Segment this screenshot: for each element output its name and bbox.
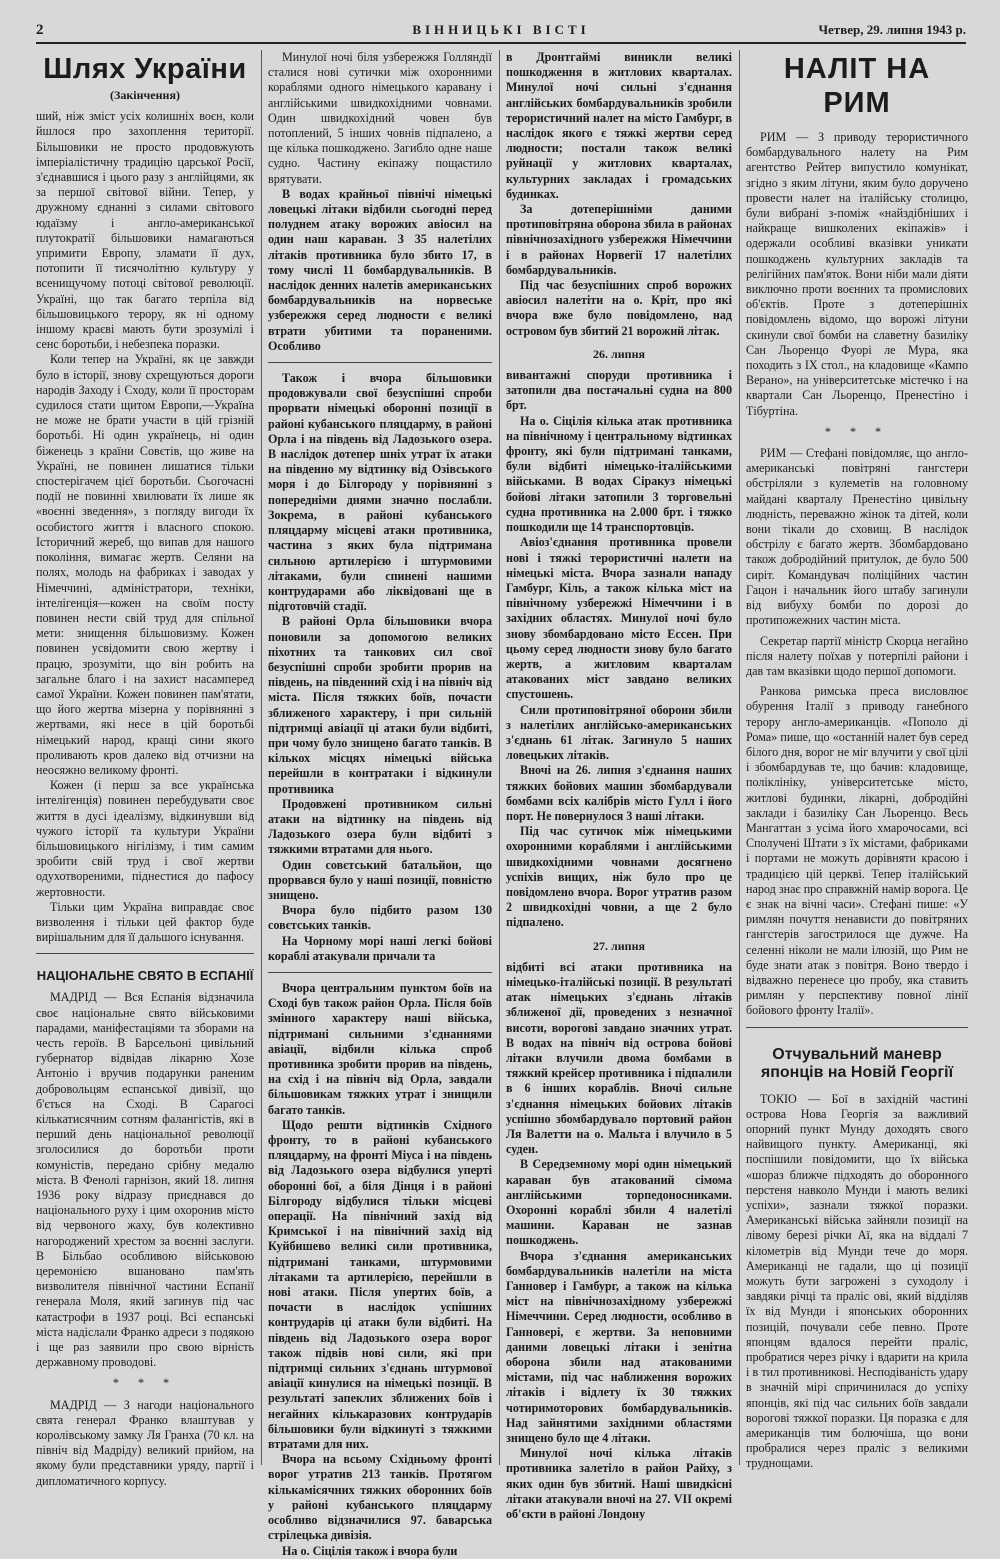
article-paragraph: Минулої ночі біля узбережжя Голляндії сталися нові сутички між охоронними кораблями одного німецького каравану і англійськими швидкохідними човнами. Один швидкохідний човен був потоплений, 5 інших човнів підпалено, а ще кілька пошкоджено. Загибло одне наше судно. Частину екіпажу пощастило врятувати. bbox=[268, 50, 492, 186]
column-4 bbox=[746, 50, 968, 1475]
article-paragraph: Вчора з'єднання американських бомбардувальників налетіли на міста Ганновер і Гамбург, а також на кілька міст на північнозахідному узбережжі Німеччини. Серед людности, особливо в Ганновері, є жертви. За неповними даними ловецькі літаки і зенітна оборона збили над атакованими містами, під час наближення ворожих літаків і відлету їх 30 тяжких чотиримоторових бомбардувальників. Над зайнятими західними областями знищено було ще 4 літаки. bbox=[506, 1248, 732, 1446]
article-paragraph: За дотеперішніми даними протиповітряна оборона збила в районах північнозахідного узбережжя Німеччини і в районах Норвегії 17 налетілих бомбардувальників. bbox=[506, 202, 732, 277]
article-paragraph: Авіоз'єднання противника провели нові і тяжкі терористичні налети на німецькі міста. Вчора зазнали нападу Гамбург, Кіль, а також кілька міст на північному узбережжі Німеччини і в західних областях. Минулої ночі було знову збомбардовано місто Ессен. При цьому серед людности знову було багато жертв, а житловим кварталам атакованих міст завдано великих спустошень. bbox=[506, 535, 732, 702]
article-paragraph: Вчора на всьому Східньому фронті ворог утратив 213 танків. Протягом кількамісячних тяжких оборонних боїв у районі кубанського пляцдарму особливо відзначилися 97. баварська стрілецька дивізія. bbox=[268, 1452, 492, 1543]
section-divider bbox=[746, 1027, 968, 1028]
section-divider bbox=[36, 953, 254, 954]
article-paragraph: Продовжені противником сильні атаки на відтинку на південь від Ладозького озера були відбиті з тяжкими втратами для нього. bbox=[268, 796, 492, 857]
article-paragraph: Коли тепер на Україні, як це завжди було в історії, знову схрещуються дороги народів Заходу і Сходу, коли її просторам судилося стати щитом Европи,—Україна не може не брати участи в цій грізній боротьбі. Ні один українець, ні один біженець з країни Совєтів, що живе на Україні, не повинен лишатися тільки спостерігачем цієї боротьби. Сьогочасні події не повинні хвилювати їх лише як «воєнні зведення», з погляду вигоди їх особистого життя і власного спокою. Історичний жереб, що випав для нашого покоління, вимагає жертв. Селяни на полях, молодь на фабриках і заводах у Німеччині, адміністратори, техніки, інтелігенція—кожен на своїм посту повинен нести свій труд для спільної мети: знищення більшовизму. Кожен повинен усвідомити свою жертву і працю, зрозуміти, що він робить на загальне благо і на захист насамперед самої України. Кожен повинен пам'ятати, що його жертва мізерна у порівнянні з жертвами, які несе в цій боротьбі німецький народ, кращі сини якого проливають кров далеко від отчизни на неосяжно великому фронті. bbox=[36, 352, 254, 777]
article-paragraph: Під час безуспішних спроб ворожих авіосил налетіти на о. Кріт, про які вчора вже було повідомлено, над островом був збитий 21 ворожий літак. bbox=[506, 278, 732, 338]
column-divider bbox=[261, 50, 262, 1465]
column-2 bbox=[268, 50, 492, 1558]
column-divider bbox=[499, 50, 500, 1465]
separator-stars: * * * bbox=[824, 424, 890, 439]
article-paragraph: Вночі на 26. липня з'єднання наших тяжких бойових машин збомбардували бомбами всіх калібрів місто Гулл і його порт. Не повернулося 3 наші літаки. bbox=[506, 763, 732, 823]
column-divider bbox=[739, 50, 740, 1465]
continued-label: (Закінчення) bbox=[110, 88, 180, 102]
article-paragraph: В районі Орла більшовики вчора поновили за допомогою великих піхотних та танкових сил свої безуспішні спроби зробити прорив на південь, на південний схід і на північ від міста. Після тяжких боїв, почасти зближеного характеру, і при сильній підтримці авіації ці атаки були відбиті, при чому було знищено багато танків. В кількох місцях німецькі війська перейшли в контратаки і відкинули противника bbox=[268, 614, 492, 796]
article-paragraph: Один совєтський батальйон, що прорвався було у наші позиції, повністю знищено. bbox=[268, 857, 492, 902]
article-paragraph: Минулої ночі кілька літаків противника залетіло в район Райху, з яких один був збитий. Наші швидкісні літаки атакували вночі на 27. VII окремі об'єкти в районі Лондону bbox=[506, 1446, 732, 1522]
article-paragraph: в Дронтгаймі виникли великі пошкодження в житлових кварталах. Минулої ночі сильні з'єднання англійських бомбардувальників зробили терористичний налет на місто Гамбург, в наслідок якого є тяжкі жертви серед людности; постали також великі руйнації у житлових кварталах, культурних закладах і громадських будинках. bbox=[506, 50, 732, 201]
article-paragraph: РИМ — З приводу терористичного бомбардувального налету на Рим агентство Рейтер випустило комунікат, згідно з яким літуни, яким було доручено провести налет на італійську столицю, були вибрані з-поміж «найздібніших і найкраще вишколених екіпажів» і одержали особливі вказівки уникати пошкоджень культурних закладів та релігійних пам'яток. Вони ніби мали діяти виключно проти воєнних та промислових об'єктів. Проте з дотеперішніх повідомлень відомо, що ворожі літуни скинули свої бомби на славетну базиліку Сан Льоренцо Фуорі ле Мура, яка походить з IX стол., на кладовище «Кампо Верано», на університетське містечко і на квартали Сан Льоренцо, Пренестіно і Тібуртіна. bbox=[746, 130, 968, 418]
article-paragraph: МАДРІД — З нагоди національного свята генерал Франко влаштував у королівському замку Ля Гранха (70 кл. на північ від Мадріду) великий прийом, на якому були представники уряду, партії і дипломатичного корпусу. bbox=[36, 1397, 254, 1488]
article-paragraph: РИМ — Стефані повідомляє, що англо-американські повітряні гангстери обстріляли з кулеметів на головному майдані кварталу Пренестіно цивільну людність, переважно жінок та дітей, коли вони тікали до сховищ. В наслідок обстрілу є багато жертв. Збомбардовано також добродійний притулок, де було 500 сиріт. Командувач поліційних частин Гацон і начальник його штабу загинули від вибуху бомби по дорозі до протипожежних частин міста. bbox=[746, 446, 968, 628]
masthead-rule bbox=[36, 42, 966, 44]
column-1 bbox=[36, 50, 254, 1488]
article-paragraph: Вчора центральним пунктом боїв на Сході був також район Орла. Після боїв змінного характеру наші війська, підтримані сильними з'єднаннями авіації, відбили кілька спроб противника зробити прорив на південь, на схід і на північ від Орла, завдали більшовикам тяжких утрат і знищили багато танків. bbox=[268, 980, 492, 1117]
date-heading: 26. липня bbox=[593, 346, 645, 361]
headline-rome-raid: НАЛІТ НА РИМ bbox=[783, 53, 931, 119]
paper-name: ВІННИЦЬКІ ВІСТІ bbox=[412, 22, 590, 37]
masthead bbox=[36, 20, 966, 44]
section-divider bbox=[268, 362, 492, 363]
article-paragraph: Ранкова римська преса висловлює обурення Італії з приводу ганебного терору англо-американців. «Пополо ді Рома» пише, що «останній налет був серед білого дня, ворог не міг влучити у свої цілі і збомбардував те, що бачив: кладовище, поліклініку, університетське місто, житлові будинки, лікарні, добродійні заклади і базиліку Сан Льоренцо. Весь Мангаттан з усіма його хмарочосами, всі Сполучені Штати з їх містами, фабриками і портами не можуть дорівняти красою і традицією цій церкві. Тепер італійський народ знає про справжній намір ворога. Це є знак на вічні часи». Стефані пише: «У римлян почуття ненависти до повітряних гангстерів загострилося ще дужче. На селенні ніколи не мали ілюзій, що Рим не буде знати атак з повітря. Воно твердо і відважно перенесе цю пробу, яка ставить римлян у перспективу повної лінії бойового фронту Італії». bbox=[746, 684, 968, 1018]
article-paragraph: Щодо решти відтинків Східного фронту, то в районі кубанського пляцдарму, на фронті Міуса і на південь від Ладозького озера відбулися уперті оборонні бої, а біля Дінця і в районі Білгороду відбулися тільки місцеві операції. На північний захід від Кримської і на північний захід від Куйбишево великі сили противника, підтримані танками, штурмовими літаками та артилерією, перейшли в нові атаки. Після упертих боїв, а почасти в наслідок успішних контрударів ці атаки були відбиті. На південь від Ладозького озера ворог також підвів нові сили, які при підтримці сильних з'єднань штурмової авіації кинулися на німецькі позиції. В результаті запеклих зближених боїв і негайних кількаразових контрударів більшовики були відкинуті з тяжкими втратами для них. bbox=[268, 1117, 492, 1452]
article-paragraph: Під час сутичок між німецькими охоронними кораблями і англійськими швидкохідними човнами досягнено успіхів вищих, ніж було про це повідомлено вчора. Ворог утратив разом 2 швидкохідні човни, а ще 2 було підпалено. bbox=[506, 824, 732, 930]
article-paragraph: вивантажні споруди противника і затопили два постачальні судна на 800 брт. bbox=[506, 368, 732, 413]
article-paragraph: Кожен (і перш за все українська інтелігенція) повинен перебудувати своє життя в дусі ідеалізму, відкинувши від чужого історії та культури України більшовицького нігілізму, і тим самим зробити свій труд і свої жертви одухотвореними, піднестися до пафосу жертовности. bbox=[36, 778, 254, 899]
headline-spain-holiday: НАЦІОНАЛЬНЕ СВЯТО В ЕСПАНІЇ bbox=[36, 968, 254, 984]
article-paragraph: Тільки цим Україна виправдає своє визволення і тільки цей фактор буде вирішальним для її дальшого існування. bbox=[36, 899, 254, 945]
article-paragraph: Сили протиповітряної оборони збили з налетілих англійсько-американських з'єднань 61 літак. Загинуло 5 наших ловецьких літаків. bbox=[506, 702, 732, 763]
article-paragraph: На о. Сіцілія кілька атак противника на північному і центральному відтинках фронту, які були підтримані танками, були відбиті німецько-італійськими військами. В водах Сіракуз німецькі бойові літаки затопили 3 торговельні судна противника на 2.000 брт. і тяжко пошкодили ще 14 транспортовців. bbox=[506, 413, 732, 535]
date-heading: 27. липня bbox=[593, 938, 645, 953]
article-paragraph: Також і вчора більшовики продовжували свої безуспішні спроби прорвати німецькі оборонні позиції в районі кубанського пляцдарму, в районі Орла і на південь від Ладозького озера. В наслідок дотепер шніх утрат їх атаки на південно му відтинку від Озівського моря і до Білгороду у порівнянні з попередніми днями значно послабли. Зокрема, в районі кубанського пляцдарму місцеві атаки противника, частина з яких була підтримана сильною артилерією і штурмовими літаками, були спинені нашими контрударами або ліквідовані ще в підготовчій стадії. bbox=[268, 371, 492, 614]
page-number: 2 bbox=[36, 22, 44, 38]
article-paragraph: ТОКІО — Бої в західній частині острова Нова Георгія за важливий опорний пункт Мунду доходять свого найвищого пункту. Американці, які поспішили повідомити, що їх війська «шораз ближче підходять до оборонного перстеня навколо Мунди і мають великі успіхи», зазнали тяжкої поразки. Американські війська зайняли позиції на лівому березі річки Аї, яка на віддалі 7 кілометрів від Мунди тече до моря. Американці не гадали, що ці позиції можуть бути загрожені з суходолу і завдяки річці та праліс ові, який відділяв їх від Мунди і японських оборонних позицій, почували себе певно. Проте японцям вдалося перейти праліс, пробратися через річку і вдарити на крила і в тил противникові. Несподіваність удару в значній мірі спричинилася до успіху японців, які під час сильних боїв завдали ворогові тяжкої поразки. Ця поразка є для американців тим болючіша, що вони пробралися через праліс з великими труднощами. bbox=[746, 1091, 968, 1471]
column-3 bbox=[506, 50, 732, 1522]
separator-stars: * * * bbox=[112, 1376, 178, 1391]
article-paragraph: ший, ніж зміст усіх колишніх воєн, коли йшлося про захоплення території. Більшовики не просто продовжують імперіалістичну традицію царської Росії, з'єднавшися і цього разу з англійцями, як за першої світової війни. Тепер, у дружному єднанні з силами світового юдаїзму і англо-американської плутократії більшовики намагаються упримити Европу, зламати її дух, потопити її тисячолітню культуру у всенищучому потоці світової революції. Україні, що так багато терпіла від більшовицького терору, як ні одному іншому краєві мають бути зрозумілі і сенс боротьби, і небезпека поразки. bbox=[36, 109, 254, 352]
article-paragraph: відбиті всі атаки противника на німецько-італійські позиції. В результаті атак німецьких з'єднань літаків зближеної дії, проведених з незначної висоти, ворогові завдано значних утрат. В водах на північ від острова бойові літаки влучили двома бомбами в тяжкий крейсер противника і підпалили в 6 інших кораблів. Вночі сильне з'єднання німецьких бойових літаків успішно збомбардувало портовий район Ля Валетти на о. Мальта і влучило в 5 суден. bbox=[506, 959, 732, 1157]
headline-japanese-maneuver: Отчувальний маневр японців на Новій Георгії bbox=[760, 1045, 954, 1081]
article-paragraph: На о. Сіцілія також і вчора були bbox=[282, 1543, 458, 1558]
article-paragraph: В водах крайньої північі німецькі ловецькі літаки відбили сьогодні перед полуднем атаку ворожих авіосил на один наш караван. З 35 налетілих літаків противника було збито 17, в тому числі 11 бомбардувальників. В наслідок денних налетів американських бомбардувальників на норвеське узбережжя серед людности є великі втрати убитими та пораненими. Особливо bbox=[268, 186, 492, 353]
issue-date: Четвер, 29. липня 1943 р. bbox=[818, 22, 966, 37]
article-paragraph: На Чорному морі наші легкі бойові кораблі атакували причали та bbox=[268, 933, 492, 963]
article-paragraph: Секретар партії міністр Скорца негайно після налету поїхав у потерпілі райони і дав там вказівки щодо першої допомоги. bbox=[746, 633, 968, 678]
section-divider bbox=[268, 972, 492, 973]
article-paragraph: В Середземному морі один німецький караван був атакований сімома англійськими торпедоносниками. Охоронні кораблі збили 4 налетілі машини. Караван не зазнав пошкоджень. bbox=[506, 1157, 732, 1248]
headline-shlyakh-ukrainy: Шлях України bbox=[43, 53, 247, 85]
article-paragraph: Вчора було підбито разом 130 совєтських танків. bbox=[268, 903, 492, 933]
article-paragraph: МАДРІД — Вся Еспанія відзначила своє національне свято військовими парадами, маніфестаціями та зборами на честь героїв. В Барсельоні цивільний губернатор відвідав лікарню Хозе Антоніо і вручив подарунки раненим добровольцям еспанської дивізії, що б'ється на Сході. В Сарагосі кількатисячним сотням фалангістів, які в перший день національної революції зголосилися до боротьби проти комуністів, передано срібну медалю міста. В Фенолі гарнізон, який 18. липня 1936 року відразу приєднався до національного руху і цим охоронив місто від червоного жаху, був колективно нагороджений хрестом за воєнні заслуги. В Більбао особливою військовою церемонією вшановано пам'ять визволителя північної частини Еспанії генерала Моля, який загинув під час катастрофи в 1937 році. Всі еспанські міста надіслали Франко адреси з подякою і ще раз заявили про свою вірність державному проводові. bbox=[36, 990, 254, 1370]
